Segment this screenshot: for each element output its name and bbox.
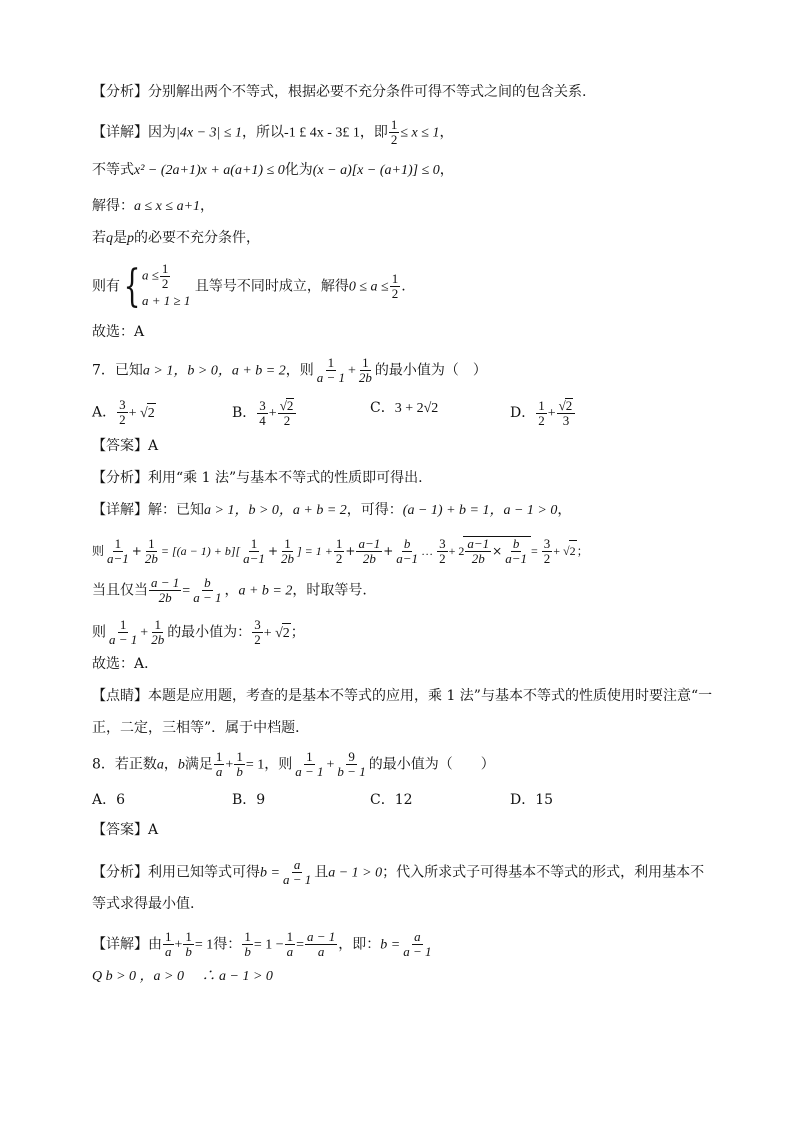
detail-line-6-1: 【详解】因为|4x − 3| ≤ 1，所以-1 £ 4x - 3£ 1，即 $\frac{1}{2}$ ≤ x ≤ 1， <box>92 117 454 147</box>
comment-line-7-2: 正，二定，三相等”．属于中档题． <box>92 720 310 736</box>
q8-option-d[interactable]: D．15 <box>510 792 554 808</box>
analysis-line-8-2: 等式求得最小值. <box>92 896 195 912</box>
q7-option-d[interactable]: D． $\frac{1}{2}$ + $\frac{√2}{3}$ <box>510 398 576 428</box>
detail-line-6-5: 则有{ a ≤ $\frac{1}{2}$ a + 1 ≥ 1 且等号不同时成立，解得0 ≤ a ≤ $\frac{1}{2}$ . <box>92 260 406 312</box>
detail-line-7-4: 则 $\frac{1}{a - 1}$ + $\frac{1}{2b}$ 的最小值为： $\frac{3}{2}$ + √2； <box>92 617 305 647</box>
inequality-system: a ≤ $\frac{1}{2}$ a + 1 ≥ 1 <box>142 261 191 308</box>
choose-line-7: 故选：A． <box>92 656 159 672</box>
left-brace: { <box>123 260 141 312</box>
detail-line-7-2: 则 $\frac{1}{a-1}$ + $\frac{1}{2b}$ = [(a − 1) + b][ $\frac{1}{a-1}$ + $\frac{1}{2b}$ ] = 1 + $\frac{1}{2}$ + $\frac{a-1}{2b}$ + $\frac{b}{a-1}$ … $\frac{3}{2}$ + 2 $\frac{a-1}{2b}$ × $\frac{b}{a-1}$ = $\frac{3}{2}$ + √2； <box>92 536 589 566</box>
detail-line-8-1: 【详解】由 $\frac{1}{a}$ + $\frac{1}{b}$ = 1得： $\frac{1}{b}$ = 1 − $\frac{1}{a}$ = $\frac{a - 1}{a}$ ，即：b = $\frac{a}{a - 1}$ <box>92 929 432 959</box>
fraction: $\frac{1}{2}$ <box>390 117 398 147</box>
detail-line-6-2: 不等式x² − (2a+1)x + a(a+1) ≤ 0化为(x − a)[x − (a+1)] ≤ 0， <box>92 162 454 178</box>
detail-line-8-2: Q b > 0 ，a > 0 ∴ a − 1 > 0 <box>92 969 273 984</box>
question-7-stem: 7．已知a > 1，b > 0，a + b = 2，则 $\frac{1}{a - 1}$ + $\frac{1}{2b}$ 的最小值为（ ） <box>92 355 487 385</box>
analysis-text: 分别解出两个不等式，根据必要不充分条件可得不等式之间的包含关系. <box>148 84 587 100</box>
q8-option-a[interactable]: A．6 <box>92 792 126 808</box>
detail-tag: 【详解】 <box>92 124 148 141</box>
q7-option-c[interactable]: C．3 + 2√2 <box>370 400 439 416</box>
choose-line-6: 故选：A <box>92 324 145 340</box>
answer-line-7: 【答案】A <box>92 438 159 454</box>
analysis-line-8-1: 【分析】利用已知等式可得b = $\frac{a}{a - 1}$ 且a − 1 > 0；代入所求式子可得基本不等式的形式，利用基本不 <box>92 857 705 887</box>
q8-option-b[interactable]: B．9 <box>232 792 266 808</box>
answer-line-8: 【答案】A <box>92 822 159 838</box>
analysis-line-7: 【分析】利用“乘 1 法”与基本不等式的性质即可得出. <box>92 470 423 486</box>
detail-line-6-3: 解得：a ≤ x ≤ a+1， <box>92 198 215 214</box>
detail-line-6-4: 若q是p的必要不充分条件， <box>92 230 260 246</box>
q7-option-a[interactable]: A． $\frac{3}{2}$ + √2 <box>92 397 155 427</box>
detail-line-7-1: 【详解】解：已知a > 1，b > 0，a + b = 2，可得：(a − 1) + b = 1，a − 1 > 0， <box>92 502 572 518</box>
detail-line-7-3: 当且仅当 $\frac{a - 1}{2b}$ = $\frac{b}{a - 1}$ ，a + b = 2，时取等号. <box>92 575 367 605</box>
comment-line-7-1: 【点睛】本题是应用题，考查的是基本不等式的应用，乘 1 法”与基本不等式的性质使用时要注意“一 <box>92 688 713 704</box>
q8-option-c[interactable]: C．12 <box>370 792 413 808</box>
analysis-line-6 <box>92 82 586 102</box>
question-8-stem: 8．若正数a，b满足 $\frac{1}{a}$ + $\frac{1}{b}$ = 1，则 $\frac{1}{a - 1}$ + $\frac{9}{b - 1}$ 的最小值为（ ） <box>92 749 495 779</box>
q7-option-b[interactable]: B． $\frac{3}{4}$ + $\frac{√2}{2}$ <box>232 398 297 428</box>
analysis-tag: 【分析】 <box>92 84 148 100</box>
